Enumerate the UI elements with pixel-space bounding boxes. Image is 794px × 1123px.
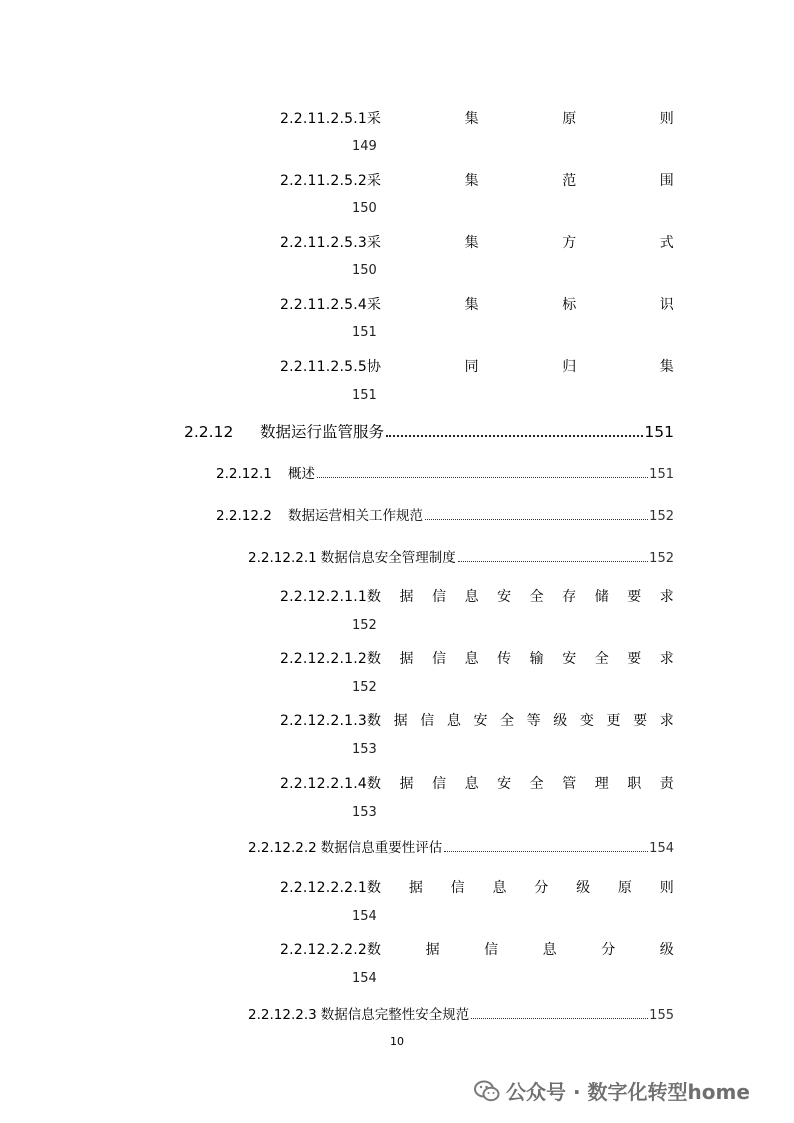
toc-subsection-entry[interactable] bbox=[216, 504, 674, 524]
toc-subsection-number: 2.2.12.2 bbox=[216, 508, 272, 524]
toc-entry-title: 2.2.11.2.5.3采 集 方 式 bbox=[280, 235, 674, 251]
toc-section-entry[interactable] bbox=[184, 420, 674, 442]
toc-subsubsection-title: 数据信息重要性评估 bbox=[320, 840, 443, 856]
toc-page-number: 151 bbox=[649, 467, 674, 482]
toc-section-number: 2.2.12 bbox=[184, 423, 234, 441]
toc-page-number: 154 bbox=[649, 841, 674, 856]
toc-page-number: 152 bbox=[352, 680, 377, 695]
toc-entry-title: 2.2.12.2.1.3数 据 信 息 安 全 等 级 变 更 要 求 bbox=[280, 713, 674, 729]
toc-subsubsection-title: 数据信息安全管理制度 bbox=[320, 550, 456, 566]
toc-subsection-entry[interactable] bbox=[216, 462, 674, 482]
toc-subsubsection-number: 2.2.12.2.2 bbox=[248, 840, 317, 856]
toc-entry-title: 2.2.12.2.1.4数 据 信 息 安 全 管 理 职 责 bbox=[280, 776, 674, 792]
toc-page-number: 151 bbox=[352, 388, 377, 403]
toc-entry-title: 2.2.12.2.2.2数 据 信 息 分 级 bbox=[280, 942, 674, 958]
toc-subsubsection-number: 2.2.12.2.3 bbox=[248, 1007, 317, 1023]
dot-leader bbox=[317, 476, 648, 478]
toc-page-number: 150 bbox=[352, 201, 377, 216]
toc-page-number: 154 bbox=[352, 971, 377, 986]
toc-entry-title: 2.2.12.2.1.2数 据 信 息 传 输 安 全 要 求 bbox=[280, 651, 674, 667]
toc-page-number: 153 bbox=[352, 805, 377, 820]
toc-page-number: 150 bbox=[352, 263, 377, 278]
page-number: 10 bbox=[390, 1035, 404, 1048]
toc-page-number: 154 bbox=[352, 909, 377, 924]
toc-subsubsection-entry[interactable] bbox=[248, 1003, 674, 1023]
toc-subsubsection-entry[interactable] bbox=[248, 546, 674, 566]
toc-subsubsection-number: 2.2.12.2.1 bbox=[248, 550, 317, 566]
toc-entry-title: 2.2.11.2.5.4采 集 标 识 bbox=[280, 297, 674, 313]
toc-subsection-title: 数据运营相关工作规范 bbox=[288, 508, 423, 524]
toc-page-number: 151 bbox=[644, 423, 674, 441]
watermark bbox=[474, 1076, 750, 1105]
dot-leader bbox=[444, 850, 648, 852]
toc-entry-title: 2.2.12.2.1.1数 据 信 息 安 全 存 储 要 求 bbox=[280, 589, 674, 605]
toc-entry-title: 2.2.11.2.5.5协 同 归 集 bbox=[280, 359, 674, 375]
watermark-text: 公众号 · 数字化转型home bbox=[506, 1080, 750, 1104]
toc-page-number: 152 bbox=[352, 618, 377, 633]
toc-subsubsection-entry[interactable] bbox=[248, 836, 674, 856]
dot-leader bbox=[386, 434, 643, 437]
toc-page-number: 152 bbox=[649, 509, 674, 524]
toc-entry-title: 2.2.12.2.2.1数 据 信 息 分 级 原 则 bbox=[280, 880, 674, 896]
dot-leader bbox=[458, 560, 648, 562]
toc-entry-title: 2.2.11.2.5.2采 集 范 围 bbox=[280, 173, 674, 189]
wechat-icon bbox=[474, 1079, 500, 1103]
toc-page-number: 155 bbox=[649, 1008, 674, 1023]
toc-page-number: 152 bbox=[649, 551, 674, 566]
dot-leader bbox=[471, 1017, 648, 1019]
toc-page-number: 151 bbox=[352, 325, 377, 340]
toc-subsection-title: 概述 bbox=[288, 466, 315, 482]
toc-entry-title: 2.2.11.2.5.1采 集 原 则 bbox=[280, 111, 674, 127]
toc-page-number: 149 bbox=[352, 139, 377, 154]
toc-page-number: 153 bbox=[352, 742, 377, 757]
toc-subsubsection-title: 数据信息完整性安全规范 bbox=[320, 1007, 470, 1023]
dot-leader bbox=[425, 518, 648, 520]
toc-subsection-number: 2.2.12.1 bbox=[216, 466, 272, 482]
toc-section-title: 数据运行监管服务 bbox=[260, 423, 385, 441]
